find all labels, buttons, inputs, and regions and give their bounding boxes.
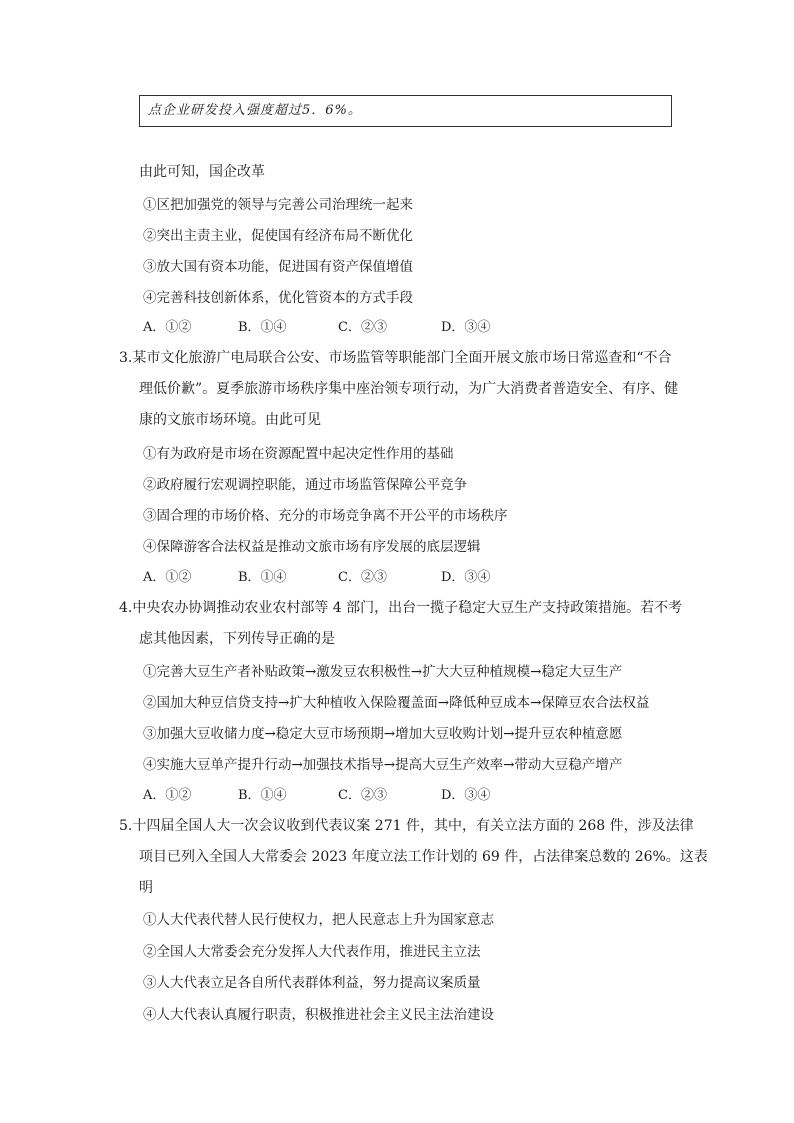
q5-line-1: 5.十四届全国人大一次会议收到代表议案 271 件，其中，有关立法方面的 268 件，涉及法律	[119, 818, 694, 834]
q4-choice-c: C．②③	[338, 788, 387, 803]
q4-option-1: ①完善大豆生产者补贴政策→激发豆农积极性→扩大大豆种植规模→稳定大豆生产	[143, 664, 623, 680]
q5-option-1: ①人大代表代替人民行使权力，把人民意志上升为国家意志	[143, 912, 494, 928]
q4-option-4: ④实施大豆单产提升行动→加强技术指导→提高大豆生产效率→带动大豆稳产增产	[143, 757, 623, 773]
q2-choice-a: A．①②	[143, 320, 192, 335]
q2-option-1: ①区把加强党的领导与完善公司治理统一起来	[143, 197, 413, 213]
q5-option-2: ②全国人大常委会充分发挥人大代表作用，推进民主立法	[143, 944, 481, 960]
q5-line-3: 明	[139, 880, 153, 896]
q3-option-4: ④保障游客合法权益是推动文旅市场有序发展的底层逻辑	[143, 539, 481, 555]
q3-line-2: 理低价歉”。夏季旅游市场秩序集中座治领专项行动，为广大消费者普造安全、有序、健	[139, 381, 679, 397]
q4-line-2: 虑其他因素，下列传导正确的是	[139, 631, 335, 647]
q4-line-1: 4.中央农办协调推动农业农村部等 4 部门，出台一揽子稳定大豆生产支持政策措施。若不考	[119, 600, 683, 616]
q4-option-3: ③加强大豆收储力度→稳定大豆市场预期→增加大豆收购计划→提升豆农种植意愿	[143, 726, 623, 742]
q4-choice-a: A．①②	[143, 788, 192, 803]
q4-choice-b: B．①④	[238, 788, 287, 803]
q3-option-1: ①有为政府是市场在资源配置中起决定性作用的基础	[143, 446, 454, 462]
q3-line-3: 康的文旅市场环境。由此可见	[139, 412, 321, 428]
q2-option-3: ③放大国有资本功能，促进国有资产保值增值	[143, 259, 413, 275]
q2-stem: 由此可知，国企改革	[139, 164, 265, 180]
q3-choice-a: A．①②	[143, 570, 192, 585]
q5-line-2: 项目已列入全国人大常委会 2023 年度立法工作计划的 69 件，占法律案总数的 26%。这表	[139, 849, 708, 865]
q3-option-3: ③固合理的市场价格、充分的市场竞争离不开公平的市场秩序	[143, 508, 508, 524]
q3-choice-c: C．②③	[338, 570, 387, 585]
q3-choice-d: D．③④	[441, 570, 491, 585]
excerpt-box: 点企业研发投入强度超过5．6%。	[139, 95, 672, 127]
q2-choice-b: B．①④	[238, 320, 287, 335]
q5-option-3: ③人大代表立足各自所代表群体利益，努力提高议案质量	[143, 975, 481, 991]
q3-line-1: 3.某市文化旅游广电局联合公安、市场监管等职能部门全面开展文旅市场日常巡查和“不合	[119, 350, 672, 366]
q2-option-2: ②突出主责主业，促使国有经济布局不断优化	[143, 228, 413, 244]
q4-option-2: ②国加大种豆信贷支持→扩大种植收入保险覆盖面→降低种豆成本→保障豆农合法权益	[143, 695, 650, 711]
q3-option-2: ②政府履行宏观调控职能，通过市场监管保障公平竞争	[143, 477, 467, 493]
q3-choice-b: B．①④	[238, 570, 287, 585]
q2-choice-c: C．②③	[338, 320, 387, 335]
q2-choice-d: D．③④	[441, 320, 491, 335]
q2-option-4: ④完善科技创新体系，优化管资本的方式手段	[143, 290, 413, 306]
q4-choice-d: D．③④	[441, 788, 491, 803]
q5-option-4: ④人大代表认真履行职责，积极推进社会主义民主法治建设	[143, 1007, 494, 1023]
